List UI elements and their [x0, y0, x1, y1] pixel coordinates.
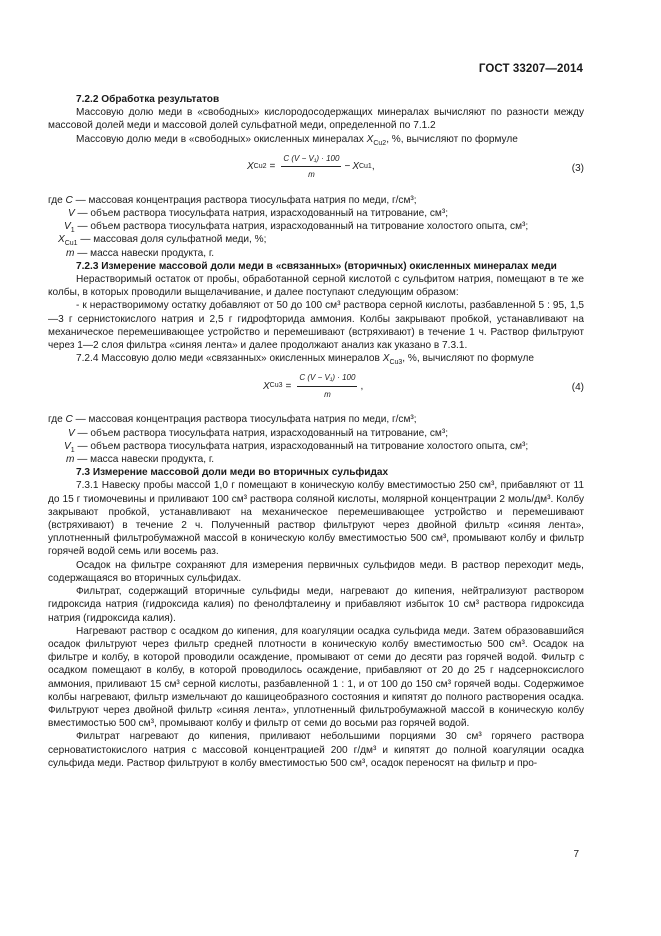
where-4-c — [48, 413, 584, 426]
where-3-v1-symbol: V — [64, 221, 71, 233]
formula-4-number: (4) — [571, 382, 584, 394]
where-4-m-text: — масса навески продукта, г. — [74, 454, 215, 466]
where-4-v — [48, 427, 584, 440]
formula-3-lhs: X — [247, 160, 254, 172]
s724-text-b: , %, вычисляют по формуле — [402, 353, 534, 365]
formula-3-minus: − — [344, 160, 351, 172]
formula-3-numerator: C (V − V₁) · 100 — [281, 152, 341, 167]
formula-3-fraction — [281, 152, 341, 181]
section-7-2-3-title: 7.2.3 Измерение массовой доли меди в «связанных» (вторичных) окисленных минералах меди — [76, 260, 557, 272]
where-4-v1-text: — объем раствора тиосульфата натрия, израсходованный на титрование холостого опыта, см³; — [74, 440, 529, 452]
section-7-2-2-paragraph-1: Массовую долю меди в «свободных» кислородосодержащих минералах вычисляют по разности между массовой долей меди и массовой долей сульфатной меди, определенной по 7.1.2 — [48, 107, 584, 132]
formula-3-comma: , — [371, 160, 375, 172]
p2-text-b: , %, вычисляют по формуле — [386, 133, 518, 145]
formula-3-equals: = — [269, 160, 276, 172]
section-7-2-2-title: 7.2.2 Обработка результатов — [76, 94, 220, 105]
formula-3-expression: X Cu2 = $\frac{\text{C (V − V₁) · 100}}{m}$ − X Cu1 , — [247, 152, 375, 181]
page-number: 7 — [573, 849, 579, 860]
formula-4-denominator: m — [324, 389, 331, 399]
section-7-2-3-paragraph-1: Нерастворимый остаток от пробы, обработанной серной кислотой с сульфитом натрия, помещают в те же колбы, в которых проводили выщелачивание, и далее поступают следующим образом: — [48, 274, 584, 299]
where-4-v-text: — объем раствора тиосульфата натрия, израсходованный на титрование, см³; — [74, 427, 449, 439]
where-3-v — [48, 207, 584, 220]
where-3-x-text: — массовая доля сульфатной меди, %; — [77, 234, 267, 246]
section-7-3-paragraph-2: Осадок на фильтре сохраняют для измерения первичных сульфидов меди. В раствор переходит медь, содержащаяся во вторичных сульфидах. — [48, 559, 584, 584]
formula-4-expression: X Cu3 = $\frac{\text{C (V − V₁) · 100}}{m}$ , — [263, 371, 363, 400]
where-3-v1-sub: 1 — [70, 227, 75, 235]
formula-4 — [48, 371, 584, 409]
x-cu3-symbol: X — [382, 353, 390, 365]
where-3-x-sub: Cu1 — [64, 240, 78, 248]
where-4-v1-symbol: V — [64, 440, 71, 452]
where-4-intro: где — [48, 414, 66, 426]
section-7-2-2-paragraph-2 — [48, 133, 584, 146]
formula-4-fraction — [297, 371, 357, 400]
x-cu2-subscript: Cu2 — [373, 139, 387, 147]
where-3-c-symbol: C — [65, 194, 73, 206]
where-3-intro: где — [48, 194, 66, 206]
formula-4-numerator: C (V − V₁) · 100 — [297, 371, 357, 386]
section-7-3-title: 7.3 Измерение массовой доли меди во вторичных сульфидах — [76, 467, 389, 479]
x-cu3-subscript: Cu3 — [389, 359, 403, 367]
formula-3 — [48, 152, 584, 190]
section-7-2-4-paragraph — [48, 352, 584, 365]
standard-header: ГОСТ 33207—2014 — [478, 63, 583, 75]
formula-3-denominator: m — [308, 170, 315, 180]
where-4-m — [48, 453, 584, 466]
where-3-x-symbol: X — [58, 234, 65, 246]
section-7-2-3-paragraph-2: - к нерастворимому остатку добавляют от 50 до 100 см³ раствора серной кислоты, разбавленной 5 : 95, 1,5—3 г сернистокислого натрия и 2,5 г гидрофторида аммония. Колбы закрывают пробкой, устанавливают на механическое перемешивающее устройство и перемешивают (встряхивают) в течение 1 ч. Раствор фильтруют через 1—2 слоя фильтра «синяя лента» и далее продолжают анализ как указано в 7.3.1. — [48, 300, 584, 352]
page-content — [48, 93, 584, 770]
where-3-c — [48, 194, 584, 207]
where-4-c-symbol: C — [65, 414, 73, 426]
section-7-3-1-paragraph: 7.3.1 Навеску пробы массой 1,0 г помещают в коническую колбу вместимостью 250 см³, прибавляют от 11 до 15 г тиомочевины и приливают 100 см³ раствора соляной кислоты, молярной концентрации 2 моль/дм³. Колбу закрывают пробкой, устанавливают на механическое перемешивающее устройство и перемешивают (встряхивают) в течение 2 ч. Полученный раствор фильтруют через двойной фильтр «синяя лента», уплотненный фильтробумажной массой в коническую колбу вместимостью 500 см³, промывают колбу и фильтр горячей водой семь или восемь раз. — [48, 480, 584, 558]
where-4-v1 — [48, 440, 584, 453]
formula-3-number: (3) — [571, 162, 584, 174]
section-7-3-paragraph-3: Фильтрат, содержащий вторичные сульфиды меди, нагревают до кипения, нейтрализуют раствором гидроксида натрия (гидроксида калия) по фенолфталеину и прибавляют избыток 10 см³ раствора гидроксида натрия (гидроксида калия). — [48, 586, 584, 624]
x-cu2-symbol: X — [366, 133, 374, 145]
where-3-m — [48, 247, 584, 260]
where-3-v1 — [48, 220, 584, 233]
p2-text-a: Массовую долю меди в «свободных» окисленных минералах — [76, 133, 367, 145]
where-3-v1-text: — объем раствора тиосульфата натрия, израсходованный на титрование холостого опыта, см³; — [74, 221, 529, 233]
where-3-v-text: — объем раствора тиосульфата натрия, израсходованный на титрование, см³; — [74, 208, 449, 220]
formula-4-equals: = — [285, 380, 292, 392]
where-3-v-symbol: V — [68, 208, 75, 220]
where-3-m-symbol: m — [66, 247, 75, 259]
section-7-3-paragraph-5: Фильтрат нагревают до кипения, приливают небольшими порциями 30 см³ горячего раствора серноватистокислого натрия с массовой концентрацией 200 г/дм³ и кипятят до полной коагуляции осадка сульфида меди. Раствор фильтруют в колбу вместимостью 500 см³, осадок переносят на фильтр и про- — [48, 731, 584, 769]
formula-4-tail: , — [360, 380, 364, 392]
where-3-c-text: — массовая концентрация раствора тиосульфата натрия по меди, г/см³; — [72, 194, 417, 206]
formula-3-rhs: X — [352, 160, 359, 172]
formula-4-lhs: X — [263, 380, 270, 392]
where-4-v-symbol: V — [68, 427, 75, 439]
where-3-m-text: — масса навески продукта, г. — [74, 247, 215, 259]
s724-text-a: 7.2.4 Массовую долю меди «связанных» окисленных минералов — [76, 353, 383, 365]
section-7-3-paragraph-4: Нагревают раствор с осадком до кипения, для коагуляции осадка сульфида меди. Затем образовавшийся осадок фильтруют через фильтр средней плотности в коническую колбу вместимостью 500 см³. Осадок на фильтре и колбу, в которой проводили осаждение, промывают от семи до десяти раз горячей водой. Фильтр с осадком помещают в колбу, в которой проводилось осаждение, прибавляют от 20 до 25 г надсерноксислого аммония, приливают 15 см³ серной кислоты, разбавленной 1 : 1, и от 100 до 150 см³ горячей воды. Содержимое колбы нагревают, фильтр измельчают до кашицеобразного состояния и кипятят до полного растворения осадка. Фильтруют через двойной фильтр «синяя лента», уплотненный фильтробумажной массой в коническую колбу вместимостью 500 см³, промывают колбу и фильтр от семи до восьми раз горячей водой. — [48, 625, 584, 730]
where-4-v1-sub: 1 — [70, 446, 75, 454]
where-3-x — [48, 233, 584, 246]
where-4-c-text: — массовая концентрация раствора тиосульфата натрия по меди, г/см³; — [72, 414, 417, 426]
where-4-m-symbol: m — [66, 454, 75, 466]
